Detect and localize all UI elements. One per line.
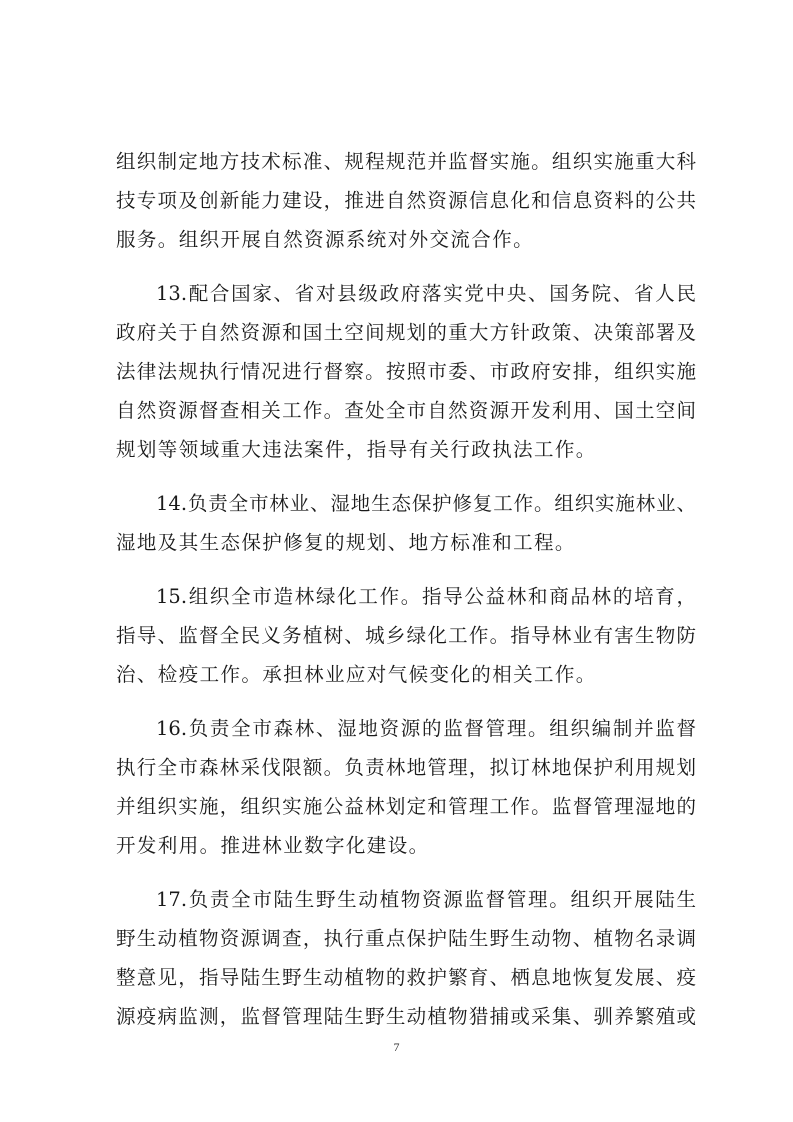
page-number: 7: [393, 1040, 400, 1054]
paragraph-item-16: [116, 709, 696, 865]
text-line: 野生动植物资源调查，执行重点保护陆生野生动物、植物名录调: [116, 927, 696, 950]
paragraph-item-13: [116, 274, 696, 469]
text-line: 执行全市森林采伐限额。负责林地管理，拟订林地保护利用规划: [116, 756, 696, 779]
text-line: 13.配合国家、省对县级政府落实党中央、国务院、省人民: [156, 282, 696, 305]
paragraph-item-17: [116, 880, 696, 1036]
text-line: 14.负责全市林业、湿地生态保护修复工作。组织实施林业、: [156, 492, 696, 515]
document-body: [116, 142, 696, 1051]
text-line: 指导、监督全民义务植树、城乡绿化工作。指导林业有害生物防: [116, 624, 696, 647]
text-line: 自然资源督查相关工作。查处全市自然资源开发利用、国土空间: [116, 399, 696, 422]
text-line: 政府关于自然资源和国土空间规划的重大方针政策、决策部署及: [116, 321, 696, 344]
text-line: 湿地及其生态保护修复的规划、地方标准和工程。: [116, 531, 576, 554]
text-line: 治、检疫工作。承担林业应对气候变化的相关工作。: [116, 663, 597, 686]
paragraph-continuation: [116, 142, 696, 259]
text-line: 16.负责全市森林、湿地资源的监督管理。组织编制并监督: [156, 717, 696, 740]
text-line: 法律法规执行情况进行督察。按照市委、市政府安排，组织实施: [116, 360, 696, 383]
text-line: 17.负责全市陆生野生动植物资源监督管理。组织开展陆生: [156, 888, 696, 911]
text-line: 开发利用。推进林业数字化建设。: [116, 834, 430, 857]
text-line: 规划等领域重大违法案件，指导有关行政执法工作。: [116, 438, 597, 461]
text-line: 源疫病监测，监督管理陆生野生动植物猎捕或采集、驯养繁殖或: [116, 1005, 696, 1028]
text-line: 组织制定地方技术标准、规程规范并监督实施。组织实施重大科: [116, 150, 696, 173]
text-line: 技专项及创新能力建设，推进自然资源信息化和信息资料的公共: [116, 189, 696, 212]
text-line: 15.组织全市造林绿化工作。指导公益林和商品林的培育，: [156, 585, 696, 608]
paragraph-item-14: [116, 484, 696, 562]
paragraph-item-15: [116, 577, 696, 694]
text-line: 整意见，指导陆生野生动植物的救护繁育、栖息地恢复发展、疫: [116, 966, 696, 989]
text-line: 并组织实施，组织实施公益林划定和管理工作。监督管理湿地的: [116, 795, 696, 818]
text-line: 服务。组织开展自然资源系统对外交流合作。: [116, 228, 535, 251]
